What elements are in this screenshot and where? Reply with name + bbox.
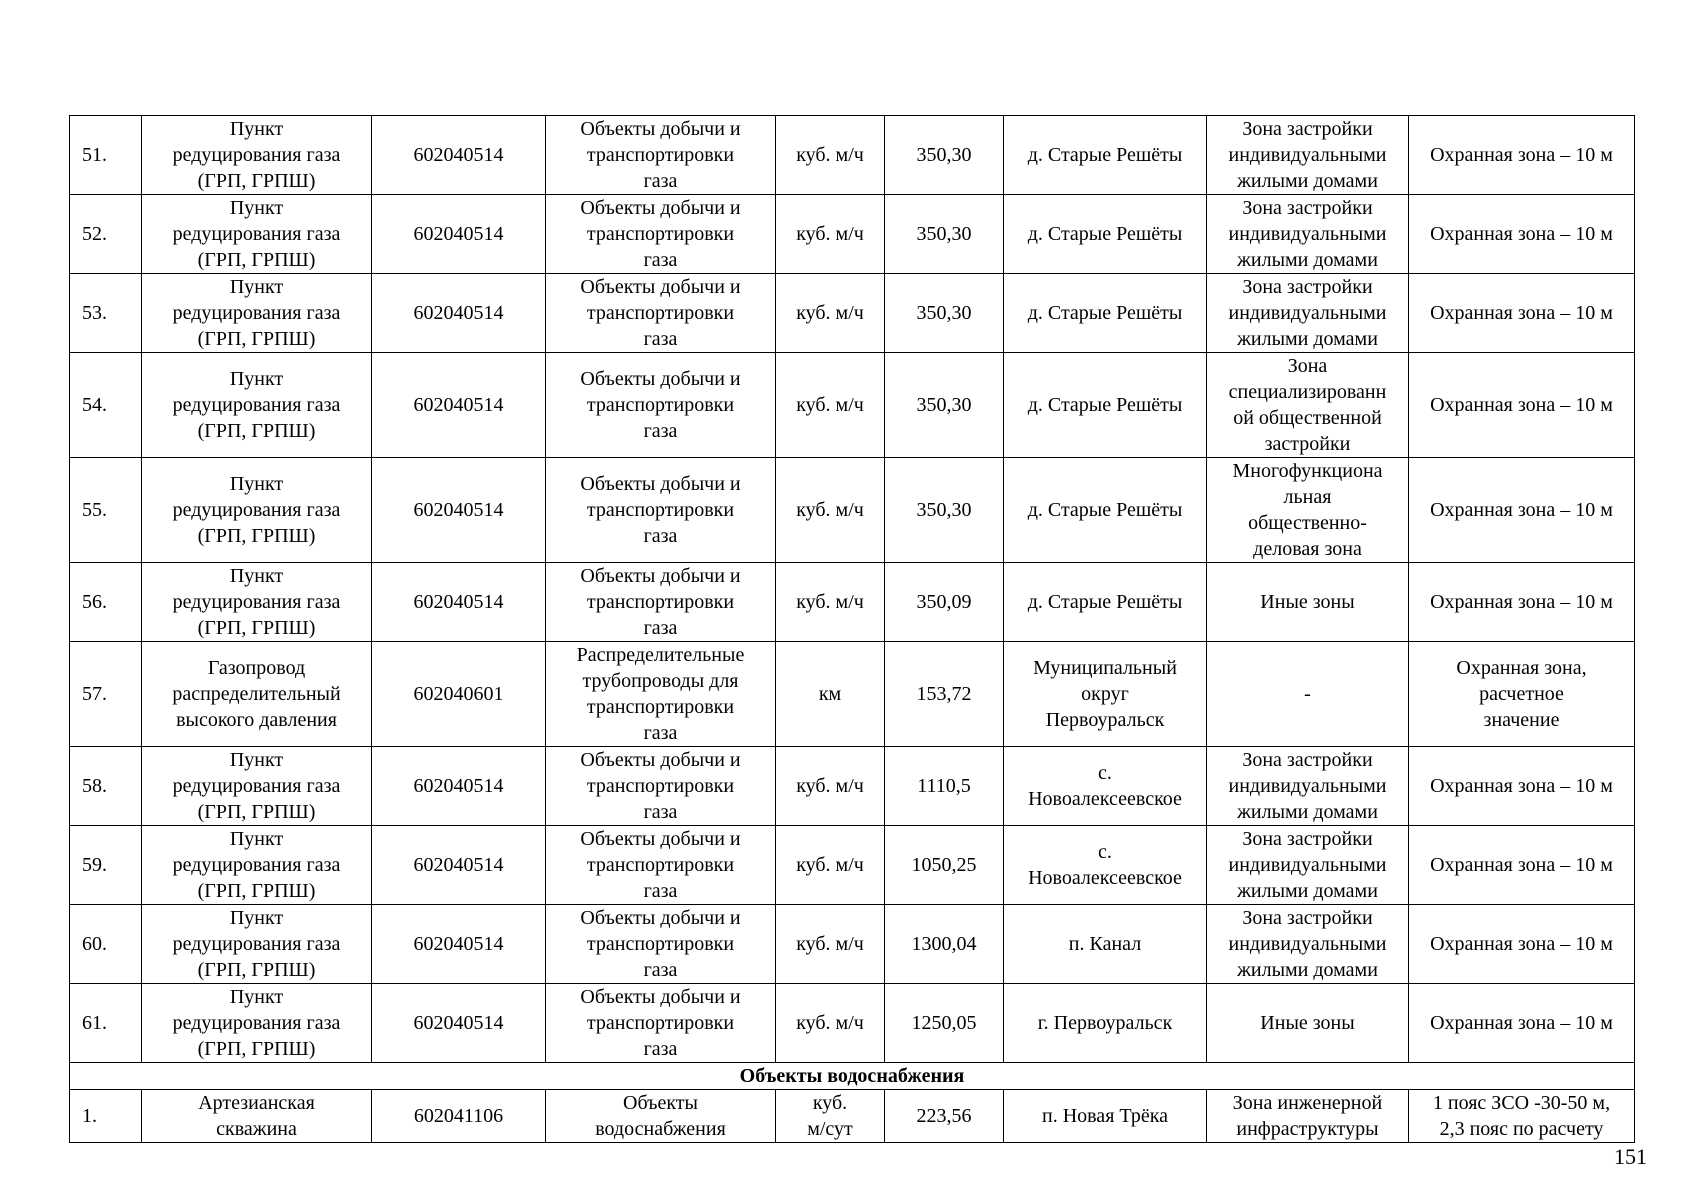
- object-name: Пункт редуцирования газа (ГРП, ГРПШ): [142, 826, 372, 905]
- unit: куб. м/ч: [776, 984, 885, 1063]
- value: 153,72: [885, 642, 1004, 747]
- table-row: [70, 353, 1635, 458]
- row-number: 53.: [70, 274, 142, 353]
- zone: -: [1207, 642, 1409, 747]
- location: Муниципальный округ Первоуральск: [1004, 642, 1207, 747]
- value: 350,30: [885, 274, 1004, 353]
- row-number: 54.: [70, 353, 142, 458]
- object-code: 602040514: [372, 458, 546, 563]
- object-name: Пункт редуцирования газа (ГРП, ГРПШ): [142, 458, 372, 563]
- table-row: [70, 1090, 1635, 1143]
- value: 1300,04: [885, 905, 1004, 984]
- object-type: Объекты добычи и транспортировки газа: [546, 826, 776, 905]
- location: д. Старые Решёты: [1004, 195, 1207, 274]
- object-code: 602040514: [372, 905, 546, 984]
- object-type: Объекты добычи и транспортировки газа: [546, 353, 776, 458]
- row-number: 61.: [70, 984, 142, 1063]
- object-name: Пункт редуцирования газа (ГРП, ГРПШ): [142, 116, 372, 195]
- restriction: Охранная зона – 10 м: [1409, 747, 1635, 826]
- table-body: [70, 116, 1635, 1143]
- unit: куб. м/ч: [776, 563, 885, 642]
- table-row: [70, 642, 1635, 747]
- location: д. Старые Решёты: [1004, 274, 1207, 353]
- zone: Иные зоны: [1207, 984, 1409, 1063]
- restriction: Охранная зона, расчетное значение: [1409, 642, 1635, 747]
- row-number: 1.: [70, 1090, 142, 1143]
- zone: Иные зоны: [1207, 563, 1409, 642]
- object-code: 602040514: [372, 274, 546, 353]
- zone: Зона специализированн ой общественной застройки: [1207, 353, 1409, 458]
- table-row: [70, 905, 1635, 984]
- restriction: Охранная зона – 10 м: [1409, 905, 1635, 984]
- object-name: Пункт редуцирования газа (ГРП, ГРПШ): [142, 274, 372, 353]
- unit: куб. м/ч: [776, 905, 885, 984]
- restriction: Охранная зона – 10 м: [1409, 195, 1635, 274]
- object-type: Объекты добычи и транспортировки газа: [546, 747, 776, 826]
- object-code: 602040514: [372, 984, 546, 1063]
- table-row: [70, 747, 1635, 826]
- row-number: 57.: [70, 642, 142, 747]
- unit: куб. м/ч: [776, 458, 885, 563]
- row-number: 58.: [70, 747, 142, 826]
- object-code: 602040514: [372, 116, 546, 195]
- zone: Зона инженерной инфраструктуры: [1207, 1090, 1409, 1143]
- page-number: 151: [1614, 1144, 1647, 1169]
- row-number: 51.: [70, 116, 142, 195]
- object-type: Объекты добычи и транспортировки газа: [546, 116, 776, 195]
- table-row: [70, 563, 1635, 642]
- restriction: Охранная зона – 10 м: [1409, 274, 1635, 353]
- unit: куб. м/ч: [776, 353, 885, 458]
- object-type: Объекты добычи и транспортировки газа: [546, 195, 776, 274]
- zone: Зона застройки индивидуальными жилыми домами: [1207, 195, 1409, 274]
- object-code: 602040514: [372, 195, 546, 274]
- location: с. Новоалексеевское: [1004, 747, 1207, 826]
- location: д. Старые Решёты: [1004, 116, 1207, 195]
- object-name: Газопровод распределительный высокого давления: [142, 642, 372, 747]
- restriction: Охранная зона – 10 м: [1409, 984, 1635, 1063]
- unit: куб. м/ч: [776, 195, 885, 274]
- objects-table: [69, 115, 1635, 1143]
- restriction: Охранная зона – 10 м: [1409, 563, 1635, 642]
- location: д. Старые Решёты: [1004, 353, 1207, 458]
- object-type: Объекты добычи и транспортировки газа: [546, 458, 776, 563]
- unit: куб. м/сут: [776, 1090, 885, 1143]
- object-code: 602040514: [372, 353, 546, 458]
- table-row: [70, 195, 1635, 274]
- table-row: [70, 826, 1635, 905]
- section-header-row: [70, 1063, 1635, 1090]
- unit: куб. м/ч: [776, 274, 885, 353]
- row-number: 59.: [70, 826, 142, 905]
- table-row: [70, 116, 1635, 195]
- object-name: Пункт редуцирования газа (ГРП, ГРПШ): [142, 984, 372, 1063]
- object-name: Артезианская скважина: [142, 1090, 372, 1143]
- restriction: Охранная зона – 10 м: [1409, 458, 1635, 563]
- location: с. Новоалексеевское: [1004, 826, 1207, 905]
- object-type: Объекты добычи и транспортировки газа: [546, 905, 776, 984]
- zone: Зона застройки индивидуальными жилыми домами: [1207, 116, 1409, 195]
- row-number: 52.: [70, 195, 142, 274]
- restriction: Охранная зона – 10 м: [1409, 116, 1635, 195]
- object-name: Пункт редуцирования газа (ГРП, ГРПШ): [142, 195, 372, 274]
- row-number: 56.: [70, 563, 142, 642]
- restriction: 1 пояс ЗСО -30-50 м, 2,3 пояс по расчету: [1409, 1090, 1635, 1143]
- restriction: Охранная зона – 10 м: [1409, 353, 1635, 458]
- object-type: Объекты добычи и транспортировки газа: [546, 274, 776, 353]
- zone: Многофункциона льная общественно- деловая зона: [1207, 458, 1409, 563]
- unit: куб. м/ч: [776, 747, 885, 826]
- section-title: Объекты водоснабжения: [70, 1063, 1635, 1090]
- value: 1050,25: [885, 826, 1004, 905]
- table-row: [70, 274, 1635, 353]
- object-code: 602041106: [372, 1090, 546, 1143]
- object-type: Распределительные трубопроводы для транспортировки газа: [546, 642, 776, 747]
- restriction: Охранная зона – 10 м: [1409, 826, 1635, 905]
- object-type: Объекты добычи и транспортировки газа: [546, 984, 776, 1063]
- value: 1250,05: [885, 984, 1004, 1063]
- zone: Зона застройки индивидуальными жилыми домами: [1207, 274, 1409, 353]
- zone: Зона застройки индивидуальными жилыми домами: [1207, 826, 1409, 905]
- unit: куб. м/ч: [776, 116, 885, 195]
- object-type: Объекты добычи и транспортировки газа: [546, 563, 776, 642]
- location: г. Первоуральск: [1004, 984, 1207, 1063]
- unit: куб. м/ч: [776, 826, 885, 905]
- table-row: [70, 458, 1635, 563]
- object-type: Объекты водоснабжения: [546, 1090, 776, 1143]
- location: д. Старые Решёты: [1004, 563, 1207, 642]
- object-code: 602040601: [372, 642, 546, 747]
- location: п. Канал: [1004, 905, 1207, 984]
- location: д. Старые Решёты: [1004, 458, 1207, 563]
- zone: Зона застройки индивидуальными жилыми домами: [1207, 905, 1409, 984]
- row-number: 55.: [70, 458, 142, 563]
- zone: Зона застройки индивидуальными жилыми домами: [1207, 747, 1409, 826]
- value: 350,30: [885, 116, 1004, 195]
- object-name: Пункт редуцирования газа (ГРП, ГРПШ): [142, 747, 372, 826]
- object-code: 602040514: [372, 826, 546, 905]
- unit: км: [776, 642, 885, 747]
- table-row: [70, 984, 1635, 1063]
- value: 350,30: [885, 353, 1004, 458]
- value: 223,56: [885, 1090, 1004, 1143]
- object-code: 602040514: [372, 747, 546, 826]
- object-code: 602040514: [372, 563, 546, 642]
- location: п. Новая Трёка: [1004, 1090, 1207, 1143]
- object-name: Пункт редуцирования газа (ГРП, ГРПШ): [142, 353, 372, 458]
- value: 350,30: [885, 458, 1004, 563]
- row-number: 60.: [70, 905, 142, 984]
- object-name: Пункт редуцирования газа (ГРП, ГРПШ): [142, 905, 372, 984]
- object-name: Пункт редуцирования газа (ГРП, ГРПШ): [142, 563, 372, 642]
- value: 350,30: [885, 195, 1004, 274]
- value: 1110,5: [885, 747, 1004, 826]
- value: 350,09: [885, 563, 1004, 642]
